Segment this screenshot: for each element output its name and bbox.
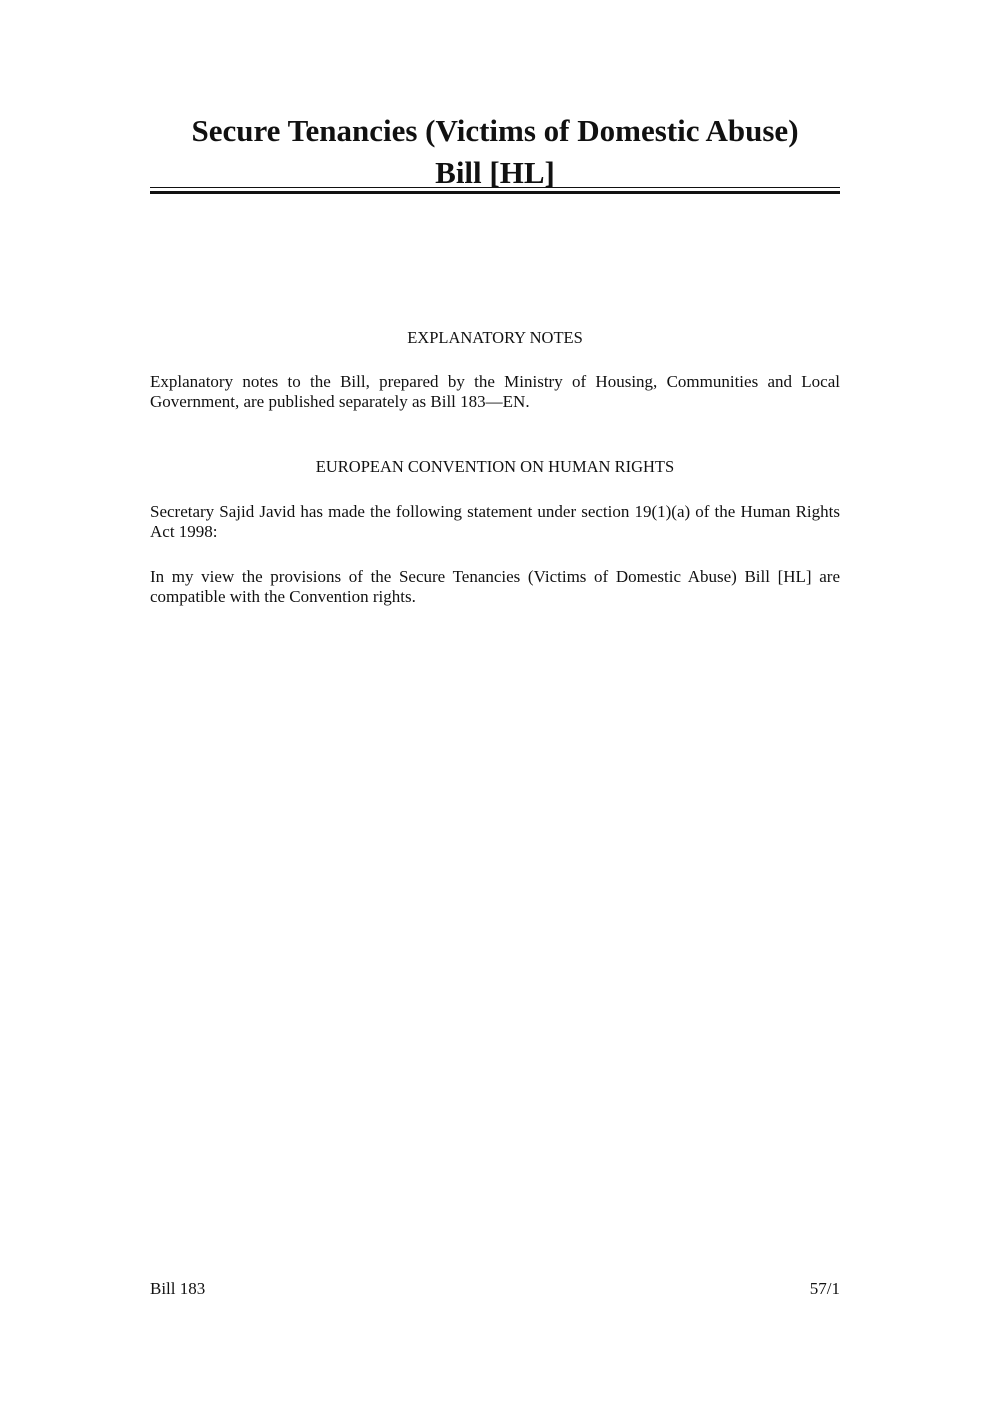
echr-heading: EUROPEAN CONVENTION ON HUMAN RIGHTS xyxy=(315,457,675,476)
page-reference: 57/1 xyxy=(809,1279,840,1298)
bill-title xyxy=(150,110,840,194)
page-footer xyxy=(150,1279,840,1299)
explanatory-notes-heading: EXPLANATORY NOTES xyxy=(407,328,583,347)
echr-statement-intro: Secretary Sajid Javid has made the following statement under section 19(1)(a) of the Human Rights Act 1998: xyxy=(150,502,840,541)
title-rule-thick xyxy=(150,191,840,194)
bill-title-line-1: Secure Tenancies (Victims of Domestic Abuse) xyxy=(191,113,799,148)
bill-number: Bill 183 xyxy=(150,1279,206,1298)
bill-title-line-2: Bill [HL] xyxy=(435,155,555,190)
explanatory-notes-paragraph: Explanatory notes to the Bill, prepared by the Ministry of Housing, Communities and Local Government, are published separately as Bill 183—EN. xyxy=(150,372,840,411)
echr-statement: In my view the provisions of the Secure Tenancies (Victims of Domestic Abuse) Bill [HL] are compatible with the Convention rights. xyxy=(150,567,840,606)
title-rule-thin xyxy=(150,187,840,188)
